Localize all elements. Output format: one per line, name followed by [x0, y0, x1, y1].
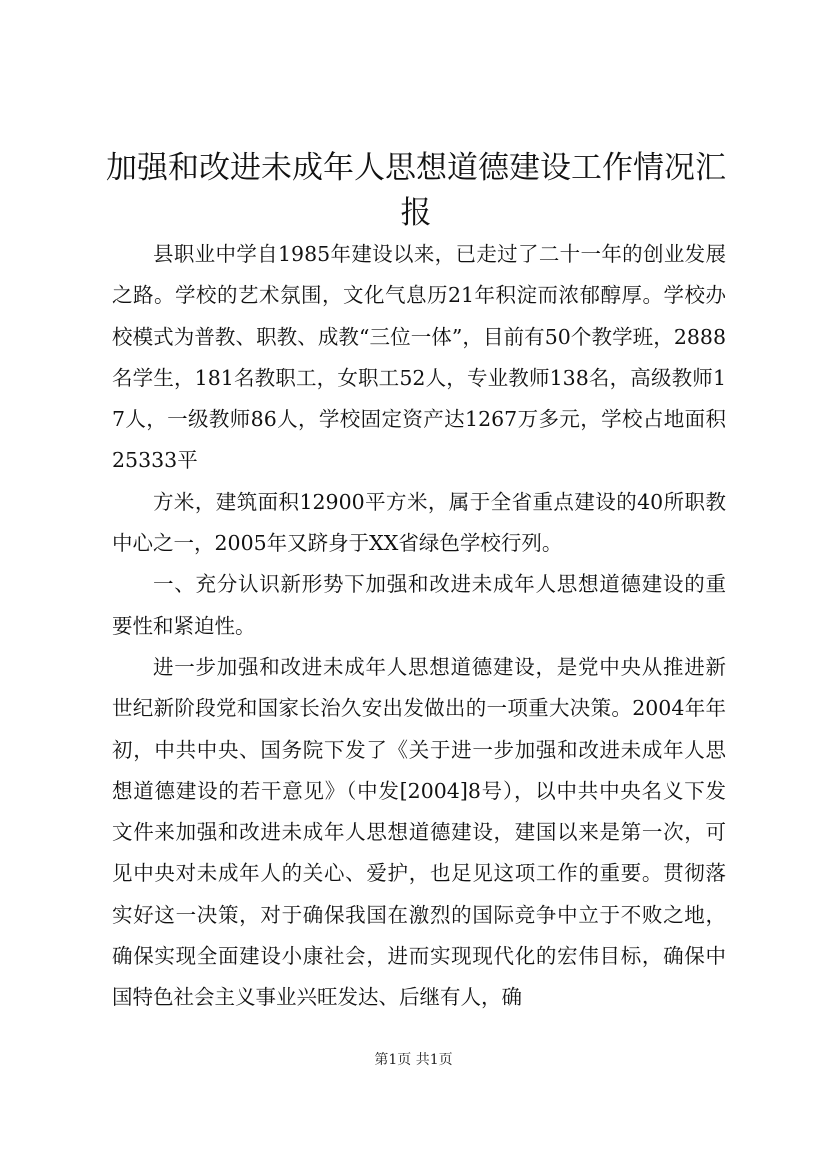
paragraph-intro: 县职业中学自1985年建设以来，已走过了二十一年的创业发展之路。学校的艺术氛围，文化气息历21年积淀而浓郁醇厚。学校办校模式为普教、职教、成教“三位一体”，目前有50个教学班，2888名学生，181名教职工，女职工52人，专业教师138名，高级教师17人，一级教师86人，学校固定资产达1267万多元，学校占地面积25333平 [112, 242, 726, 473]
paragraph-intro-continued: 方米，建筑面积12900平方米，属于全省重点建设的40所职教中心之一，2005年又跻身于XX省绿色学校行列。 [112, 489, 726, 556]
section-heading-1: 一、充分认识新形势下加强和改进未成年人思想道德建设的重要性和紧迫性。 [112, 572, 726, 638]
document-body [112, 234, 726, 1019]
paragraph-section-1: 进一步加强和改进未成年人思想道德建设，是党中央从推进新世纪新阶段党和国家长治久安出发做出的一项重大决策。2004年年初，中共中央、国务院下发了《关于进一步加强和改进未成年人思想道德建设的若干意见》（中发[2004]8号），以中共中央名义下发文件来加强和改进未成年人思想道德建设，建国以来是第一次，可见中央对未成年人的关心、爱护，也足见这项工作的重要。贯彻落实好这一决策，对于确保我国在激烈的国际竞争中立于不败之地，确保实现全面建设小康社会，进而实现现代化的宏伟目标，确保中国特色社会主义事业兴旺发达、后继有人，确 [112, 654, 726, 1010]
page-footer: 第1页 共1页 [374, 1052, 453, 1068]
document-title: 加强和改进未成年人思想道德建设工作情况汇报 [106, 150, 726, 231]
